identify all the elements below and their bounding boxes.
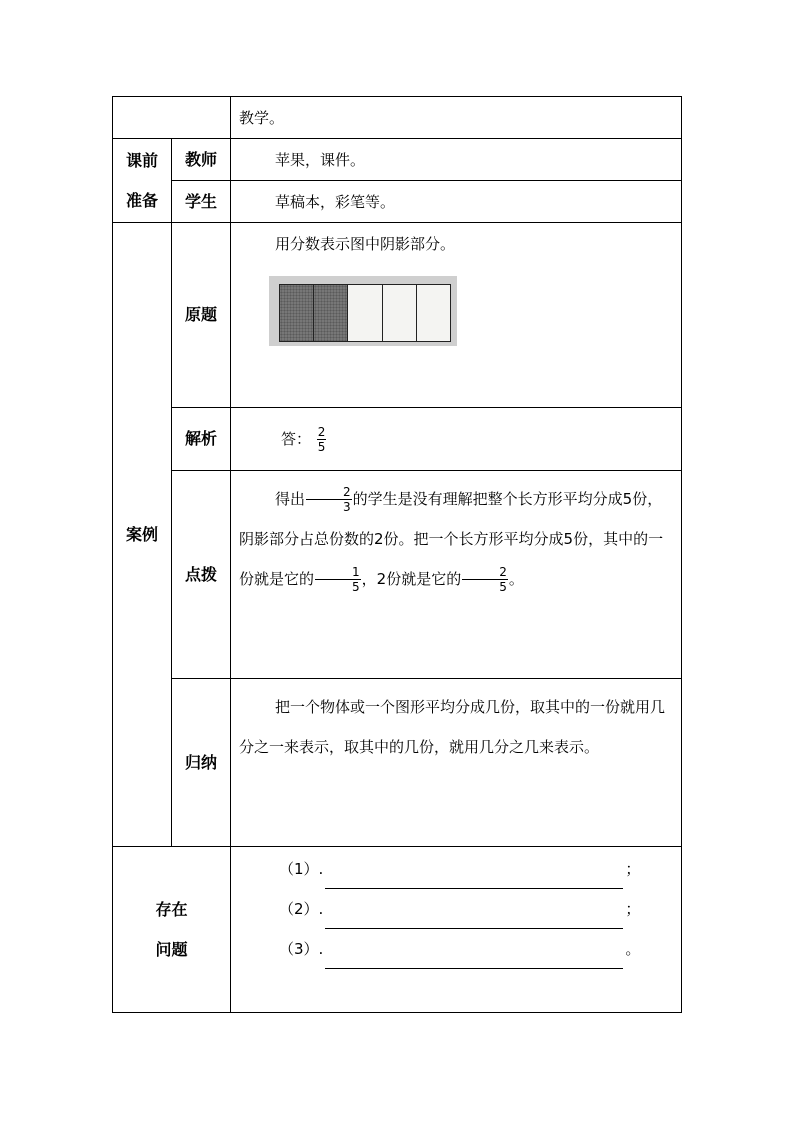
row-top: [113, 97, 682, 139]
issues-label: 存在 问题: [113, 847, 231, 1013]
teacher-label: 教师: [172, 139, 231, 181]
unshaded-part: [382, 285, 416, 341]
unshaded-part: [416, 285, 450, 341]
hint-cell: [231, 471, 682, 679]
student-text: 草稿本，彩笔等。: [231, 181, 682, 223]
issue-item-3: （3）. 。: [231, 929, 681, 969]
summary-label: 归纳: [172, 679, 231, 847]
row-prep-student: [113, 181, 682, 223]
lesson-plan-table: [112, 96, 682, 1013]
answer-blank-1[interactable]: [325, 870, 623, 889]
analysis-label: 解析: [172, 408, 231, 471]
shaded-part: [313, 285, 347, 341]
answer-prefix: 答：: [281, 429, 312, 448]
prep-label: 课前 准备: [113, 139, 172, 223]
fraction-two-thirds: $\frac{2}{3}$: [306, 485, 352, 514]
analysis-cell: [231, 408, 682, 471]
original-cell: [231, 223, 682, 408]
row-original: [113, 223, 682, 408]
summary-cell: [231, 679, 682, 847]
summary-text: 把一个物体或一个图形平均分成几份，取其中的一份就用几分之一来表示，取其中的几份，就用几分之几来表示。: [239, 698, 666, 756]
row-issues: [113, 847, 682, 1013]
original-text: 用分数表示图中阴影部分。: [275, 235, 456, 253]
unshaded-part: [347, 285, 381, 341]
answer-blank-2[interactable]: [325, 910, 623, 929]
shaded-part: [280, 285, 313, 341]
rectangle-parts: [279, 284, 451, 342]
shaded-rectangle-figure: [269, 276, 457, 346]
hint-label: 点拨: [172, 471, 231, 679]
original-label: 原题: [172, 223, 231, 408]
row-analysis: [113, 408, 682, 471]
fraction-two-fifths: $\frac{2}{5}$: [462, 565, 508, 594]
issue-item-1: （1）. ；: [231, 849, 681, 889]
row-hint: [113, 471, 682, 679]
answer-blank-3[interactable]: [325, 950, 623, 969]
student-label: 学生: [172, 181, 231, 223]
top-text: 教学。: [231, 97, 682, 139]
answer-fraction: $\frac{2}{5}$: [317, 424, 326, 454]
issues-cell: [231, 847, 682, 1013]
row-summary: [113, 679, 682, 847]
issue-item-2: （2）. ；: [231, 889, 681, 929]
hint-paragraph: 得出 $\frac{2}{3}$ 的学生是没有理解把整个长方形平均分成5份，阴影部分占总份数的2份。把一个长方形平均分成5份，其中的一份就是它的 $\frac{1}{5}$ ，2份就是它的 $\frac{2}{5}$ 。: [239, 485, 664, 594]
case-label: 案例: [113, 223, 172, 847]
row-prep-teacher: [113, 139, 682, 181]
teacher-text: 苹果，课件。: [231, 139, 682, 181]
fraction-one-fifth: $\frac{1}{5}$: [315, 565, 361, 594]
